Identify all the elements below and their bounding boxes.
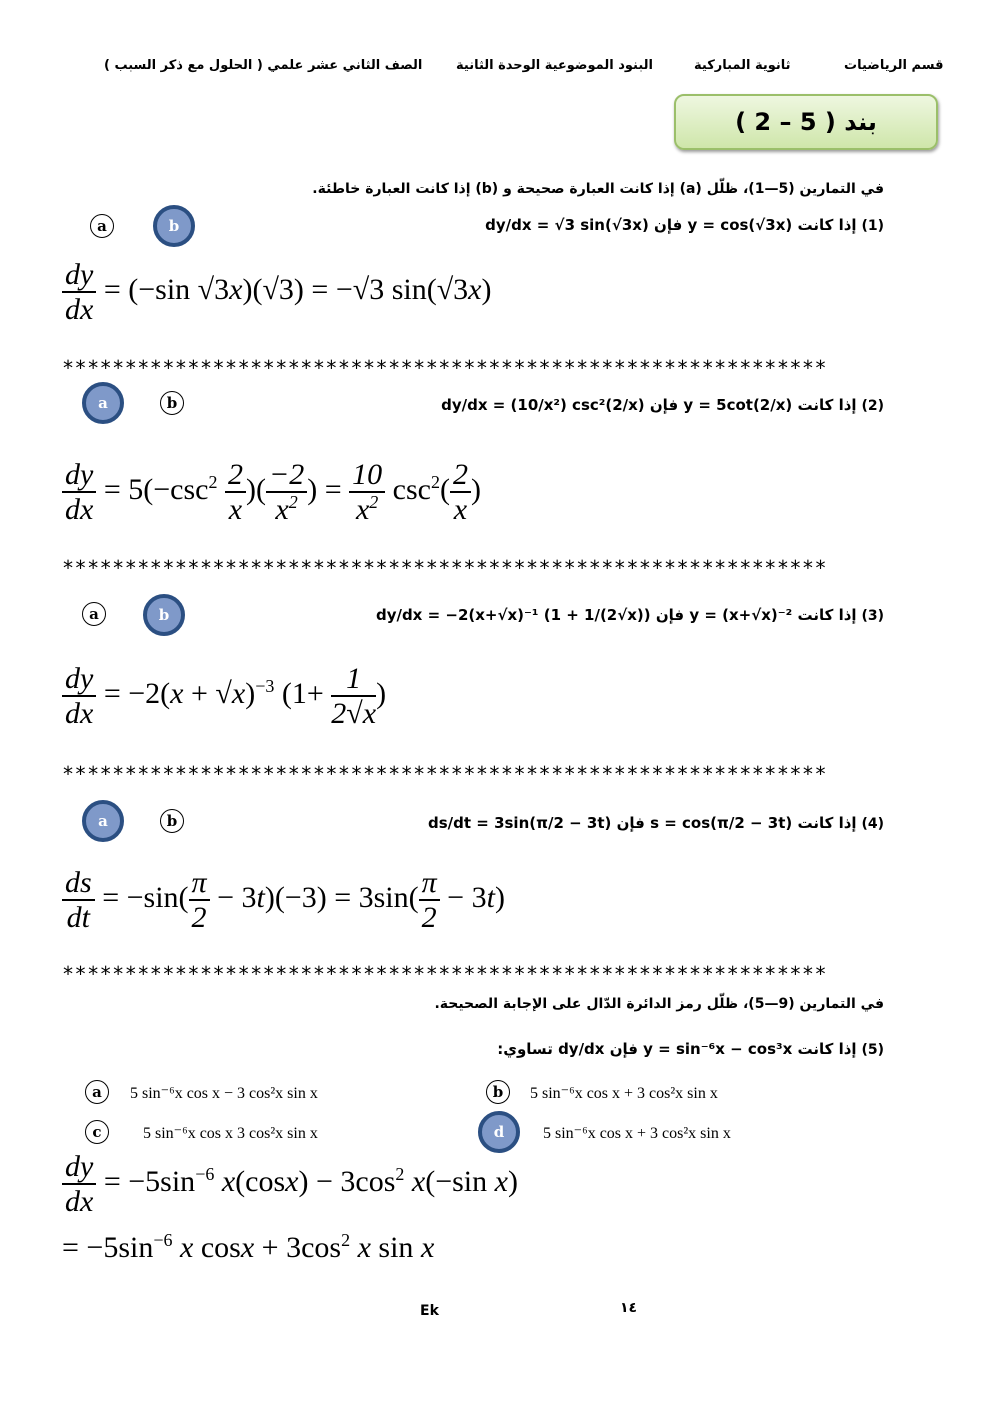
- solution-5-line-2: = $-5\sin^{-6}$ x $\cos x + 3\cos^2$ x sin x: [62, 1230, 435, 1264]
- question-text: إذا كانت y = (x+√x)⁻² فإن dy/dx = −2(x+√x)⁻¹ (1 + 1/(2√x)): [375, 606, 857, 624]
- option-b-circle[interactable]: b: [486, 1080, 510, 1104]
- question-number: (5): [861, 1042, 884, 1058]
- page-number: ١٤: [620, 1300, 638, 1316]
- option-c-text: 5 sin⁻⁶x cos x 3 cos²x sin x: [143, 1125, 318, 1142]
- question-1: [485, 216, 884, 234]
- separator-line: *************************************************************: [62, 356, 828, 380]
- question-4: [428, 814, 884, 832]
- question-number: (4): [861, 816, 884, 832]
- question-2: [441, 396, 884, 414]
- question-number: (3): [861, 608, 884, 624]
- instructions-true-false: في التمارين (5—1)، ظلّل (a) إذا كانت العبارة صحيحة و (b) إذا كانت العبارة خاطئة.: [312, 181, 884, 197]
- header-grade: الصف الثاني عشر علمي ( الحلول مع ذكر السبب ): [104, 58, 423, 73]
- solution-5: $\frac{dy}{dx}$ = $-5\sin^{-6}$ $x(\cos x) - 3\cos^2$ x(−sin x): [62, 1150, 518, 1218]
- option-b-circle[interactable]: b: [160, 809, 184, 833]
- header-department: قسم الرياضيات: [844, 58, 944, 73]
- option-a-text: 5 sin⁻⁶x cos x − 3 cos²x sin x: [130, 1085, 318, 1102]
- solution-4: $\frac{ds}{dt}$ = −sin( $\frac{\pi}{2}$ − 3t)(−3) = 3sin( $\frac{\pi}{2}$ − 3t): [62, 866, 505, 934]
- question-text: إذا كانت y = sin⁻⁶x − cos³x فإن dy/dx تساوي:: [497, 1040, 857, 1058]
- question-text: إذا كانت s = cos(π/2 − 3t) فإن ds/dt = 3sin(π/2 − 3t): [428, 814, 857, 832]
- question-number: (2): [861, 398, 884, 414]
- separator-line: *************************************************************: [62, 556, 828, 580]
- option-d-text: 5 sin⁻⁶x cos x + 3 cos²x sin x: [543, 1125, 731, 1142]
- question-text: إذا كانت y = 5cot(2/x) فإن dy/dx = (10/x²) csc²(2/x): [441, 396, 857, 414]
- option-b-circle-selected[interactable]: b: [143, 594, 185, 636]
- section-title: بند ( 5 – 2 ): [674, 94, 938, 150]
- option-a-circle-selected[interactable]: a: [82, 382, 124, 424]
- option-a-circle-selected[interactable]: a: [82, 800, 124, 842]
- option-b-circle[interactable]: b: [160, 391, 184, 415]
- option-c-circle[interactable]: c: [85, 1120, 109, 1144]
- separator-line: *************************************************************: [62, 962, 828, 986]
- question-5: [497, 1040, 884, 1058]
- header-unit: البنود الموضوعية الوحدة الثانية: [456, 58, 653, 73]
- option-a-circle[interactable]: a: [82, 602, 106, 626]
- instructions-multiple-choice: في التمارين (9—5)، ظلّل رمز الدائرة الدّال على الإجابة الصحيحة.: [434, 996, 884, 1012]
- header-school: ثانوية المباركية: [694, 58, 791, 73]
- option-a-circle[interactable]: a: [90, 214, 114, 238]
- option-d-circle-selected[interactable]: d: [478, 1111, 520, 1153]
- separator-line: *************************************************************: [62, 762, 828, 786]
- option-b-text: 5 sin⁻⁶x cos x + 3 cos²x sin x: [530, 1085, 718, 1102]
- solution-2: $\frac{dy}{dx}$ = $5(-\csc^2$ $\frac{2}{x}$ )( $\frac{-2}{x^2}$ ) = $\frac{10}{x^2}$ $\csc^2$( $\frac{2}{x}$ ): [62, 458, 481, 526]
- option-b-circle-selected[interactable]: b: [153, 205, 195, 247]
- solution-3: $\frac{dy}{dx}$ = $-2(x + √x)^{-3}$ (1+ $\frac{1}{2√x}$ ): [62, 662, 386, 730]
- option-a-circle[interactable]: a: [85, 1080, 109, 1104]
- footer-author: Ek: [420, 1303, 439, 1319]
- solution-1: $\frac{dy}{dx}$ = (−sin √3x)(√3) = −√3 sin(√3x): [62, 258, 492, 326]
- question-number: (1): [861, 218, 884, 234]
- question-3: [376, 606, 884, 624]
- question-text: إذا كانت y = cos(√3x) فإن dy/dx = √3 sin(√3x): [485, 216, 857, 234]
